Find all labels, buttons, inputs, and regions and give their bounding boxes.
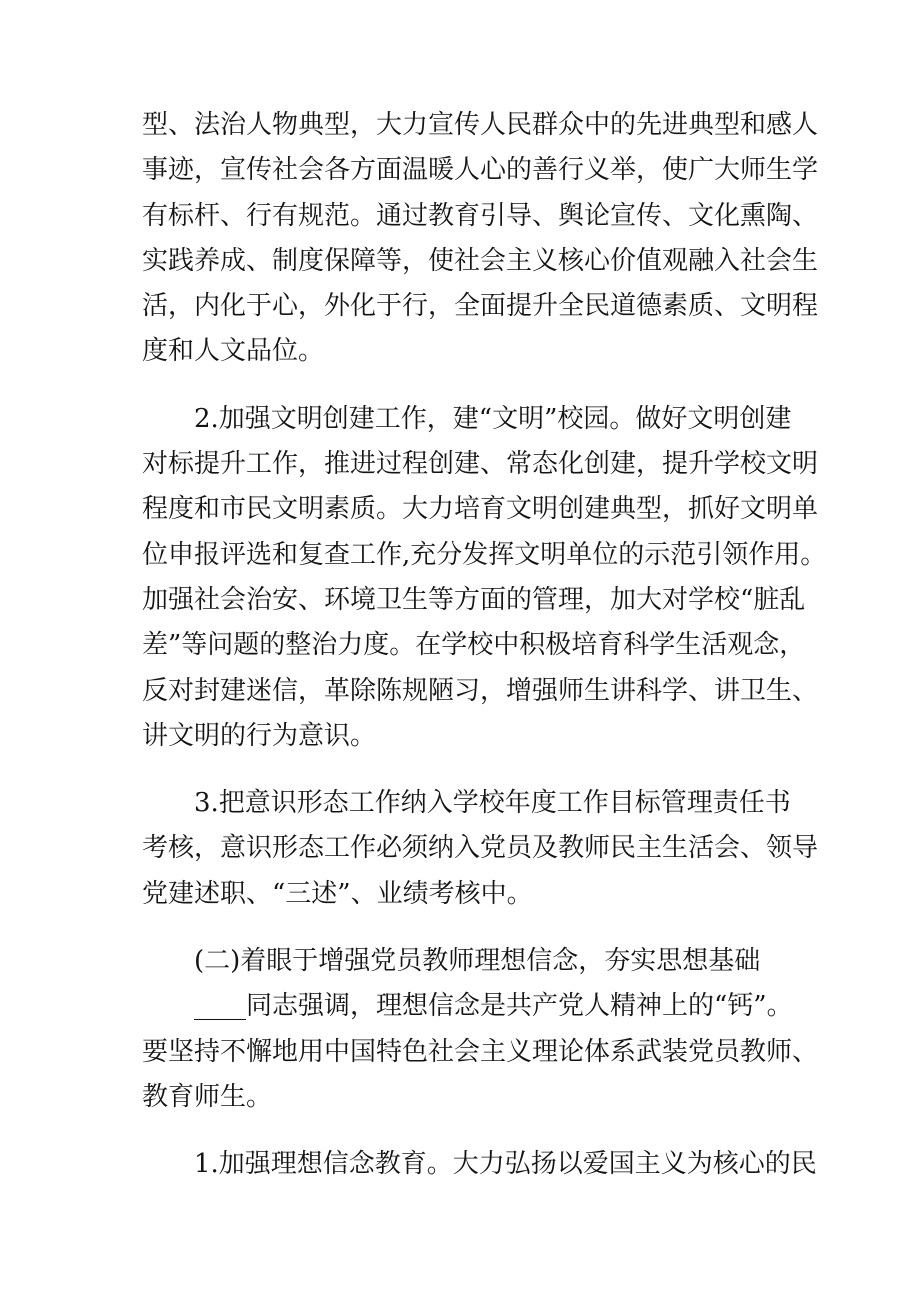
text-line: 考核，意识形态工作必须纳入党员及教师民主生活会、领导 [142,833,819,864]
text-line: 加强社会治安、环境卫生等方面的管理，加大对学校“脏乱 [142,584,806,615]
text-line: 实践养成、制度保障等，使社会主义核心价值观融入社会生 [142,245,819,276]
text-line: 有标杆、行有规范。通过教育引导、舆论宣传、文化熏陶、 [142,200,819,231]
text-line: 反对封建迷信，革除陈规陋习，增强师生讲科学、讲卫生、 [142,675,819,706]
text-line: 3.把意识形态工作纳入学校年度工作目标管理责任书 [194,788,791,819]
text-line: 型、法治人物典型，大力宣传人民群众中的先进典型和感人 [142,110,819,140]
heading-line: (二)着眼于增强党员教师理想信念，夯实思想基础 [194,946,761,977]
text-line: 讲文明的行为意识。 [142,720,377,751]
paragraph-5 [142,984,819,1120]
text-line: 2.加强文明创建工作，建“文明”校园。做好文明创建 [194,403,792,434]
document-page [142,103,827,1188]
text-line: 要坚持不懈地用中国特色社会主义理论体系武装党员教师、 [142,1036,819,1067]
text-line: 教育师生。 [142,1081,273,1112]
paragraph-3 [142,781,819,917]
paragraph-1 [142,103,819,375]
paragraph-2 [142,397,827,759]
text-line: 程度和市民文明素质。大力培育文明创建典型，抓好文明单 [142,494,819,525]
paragraph-6 [142,1142,817,1187]
text-line: 1.加强理想信念教育。大力弘扬以爱国主义为核心的民 [194,1149,817,1180]
text-line: 度和人文品位。 [142,336,325,367]
section-heading [142,939,782,984]
text-line: 活，内化于心，外化于行，全面提升全民道德素质、文明程 [142,291,819,322]
text-line: 对标提升工作，推进过程创建、常态化创建，提升学校文明 [142,449,819,480]
text-line: 党建述职、“三述”、业绩考核中。 [142,878,533,909]
text-line: 事迹，宣传社会各方面温暖人心的善行义举，使广大师生学 [142,155,819,186]
text-line: 位申报评选和复查工作,充分发挥文明单位的示范引领作用。 [142,539,827,570]
text-line: ____同志强调，理想信念是共产党人精神上的“钙”。 [194,991,793,1022]
text-line: 差”等问题的整治力度。在学校中积极培育科学生活观念， [142,630,806,661]
